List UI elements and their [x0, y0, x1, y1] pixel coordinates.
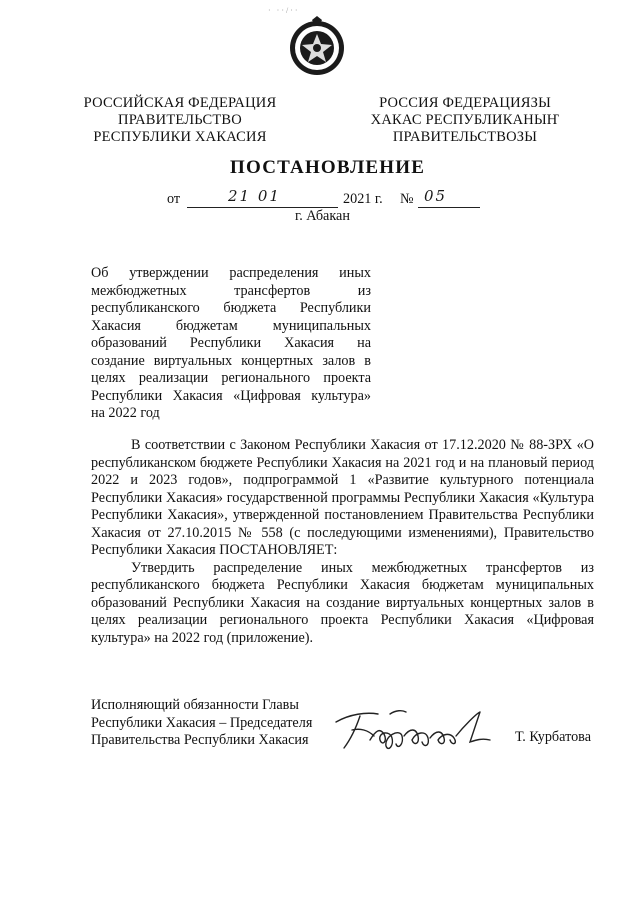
body-text — [91, 437, 594, 647]
subject-line: республиканского бюджета Республики — [91, 300, 371, 316]
handwritten-signature-icon — [330, 700, 500, 760]
signatory-line: Исполняющий обязанности Главы — [91, 697, 299, 713]
number-label: № — [400, 191, 414, 207]
subject-line: межбюджетных трансфертов из — [91, 282, 371, 299]
coat-of-arms-icon — [288, 14, 346, 78]
signatory-name: Т. Курбатова — [515, 729, 591, 745]
signatory-line: Республики Хакасия – Председателя — [91, 714, 313, 731]
top-mark: · ··/·· — [268, 6, 300, 15]
signatory-line: Правительства Республики Хакасия — [91, 732, 309, 748]
header-left-line: ПРАВИТЕЛЬСТВО — [118, 112, 242, 128]
subject-block — [91, 265, 371, 423]
header-left-line: РОССИЙСКАЯ ФЕДЕРАЦИЯ — [83, 95, 277, 111]
number-handwritten: 05 — [424, 187, 448, 205]
subject-line: создание виртуальных концертных залов в — [91, 352, 371, 369]
header-right — [365, 95, 565, 146]
date-handwritten: 21 01 — [228, 187, 281, 205]
year-label: 2021 г. — [343, 191, 383, 207]
subject-line: целях реализации регионального проекта — [91, 370, 371, 386]
subject-line: Об утверждении распределения иных — [91, 265, 371, 281]
header-right-line: ХАКАС РЕСПУБЛИКАНЫҤ — [370, 112, 560, 128]
subject-line: образований Республики Хакасия на — [91, 335, 371, 351]
city-label: г. Абакан — [295, 208, 350, 224]
signatory-position — [91, 697, 331, 750]
date-prefix: от — [167, 191, 181, 207]
body-paragraph: Утвердить распределение иных межбюджетных трансфертов из республиканского бюджета Республики Хакасия бюджетам муниципальных образований Республики Хакасия на создание виртуальных концертных залов в целях реализации регионального проекта Республики Хакасия «Цифровая культура» на 2022 год (приложение). — [91, 559, 594, 646]
header-left — [80, 95, 280, 146]
subject-line: Хакасия бюджетам муниципальных — [91, 317, 371, 334]
header-right-line: РОССИЯ ФЕДЕРАЦИЯЗЫ — [379, 95, 551, 111]
body-paragraph: В соответствии с Законом Республики Хакасия от 17.12.2020 № 88-ЗРХ «О республиканском бюджете Республики Хакасия на 2021 год и на плановый период 2022 и 2023 годов», подпрограммой 1 «Развитие культурного потенциала Республики Хакасия» государственной программы Республики Хакасия «Культура Республики Хакасия», утвержденной постановлением Правительства Республики Хакасия от 27.10.2015 № 558 (с последующими изменениями), Правительство Республики Хакасия ПОСТАНОВЛЯЕТ: — [91, 437, 594, 558]
subject-line: на 2022 год — [91, 405, 160, 421]
subject-line: Республики Хакасия «Цифровая культура» — [91, 387, 371, 404]
header-left-line: РЕСПУБЛИКИ ХАКАСИЯ — [93, 129, 267, 145]
header-right-line: ПРАВИТЕЛЬСТВОЗЫ — [392, 129, 538, 145]
document-title: ПОСТАНОВЛЕНИЕ — [230, 157, 426, 178]
